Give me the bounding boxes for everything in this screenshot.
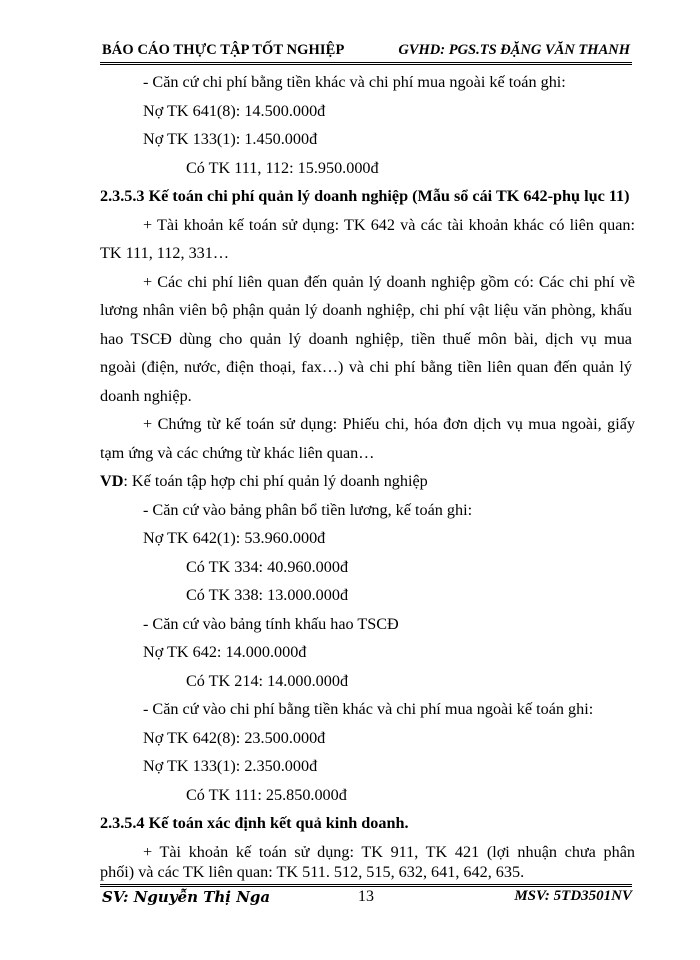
text-line: ngoài (điện, nước, điện thoại, fax…) và chi phí bằng tiền liên quan đến quản lý [100, 358, 632, 376]
text-line: Có TK 214: 14.000.000đ [186, 672, 349, 690]
student-id: MSV: 5TD3501NV [514, 888, 632, 904]
text-line: Nợ TK 642: 14.000.000đ [143, 643, 307, 661]
report-title: BÁO CÁO THỰC TẬP TỐT NGHIỆP [102, 42, 345, 58]
text-line: Có TK 111, 112: 15.950.000đ [186, 159, 379, 177]
text-line: Có TK 334: 40.960.000đ [186, 558, 349, 576]
student-name: SV: Nguyễn Thị Nga [102, 888, 271, 906]
text-line: + Tài khoản kế toán sử dụng: TK 642 và các tài khoản khác có liên quan: [143, 216, 635, 234]
text-line: Có TK 338: 13.000.000đ [186, 586, 349, 604]
section-heading: 2.3.5.4 Kế toán xác định kết quả kinh doanh. [100, 814, 409, 832]
text-line: - Căn cứ chi phí bằng tiền khác và chi phí mua ngoài kế toán ghi: [143, 73, 566, 91]
text-line: - Căn cứ vào bảng phân bổ tiền lương, kế toán ghi: [143, 501, 473, 519]
example-label: VD [100, 472, 124, 490]
text-line: Nợ TK 133(1): 1.450.000đ [143, 130, 318, 148]
text-line: Có TK 111: 25.850.000đ [186, 786, 347, 804]
page-header [100, 40, 632, 62]
text-line: Nợ TK 641(8): 14.500.000đ [143, 102, 326, 120]
page-number: 13 [358, 888, 374, 905]
example-text: : Kế toán tập hợp chi phí quản lý doanh nghiệp [123, 472, 428, 490]
example-line [100, 471, 428, 491]
text-line: Nợ TK 642(8): 23.500.000đ [143, 729, 326, 747]
text-line: + Chứng từ kế toán sử dụng: Phiếu chi, hóa đơn dịch vụ mua ngoài, giấy [143, 415, 635, 433]
section-heading: 2.3.5.3 Kế toán chi phí quản lý doanh nghiệp (Mẫu sổ cái TK 642-phụ lục 11) [100, 187, 630, 205]
text-line: Nợ TK 642(1): 53.960.000đ [143, 529, 326, 547]
text-line: lương nhân viên bộ phận quản lý doanh nghiệp, chi phí vật liệu văn phòng, khấu [100, 301, 632, 319]
text-line: TK 111, 112, 331… [100, 244, 230, 262]
text-line: + Các chi phí liên quan đến quản lý doanh nghiệp gồm có: Các chi phí về [143, 273, 635, 291]
text-line: doanh nghiệp. [100, 387, 192, 405]
footer-rule [100, 884, 632, 887]
text-line: phối) và các TK liên quan: TK 511. 512, 515, 632, 641, 642, 635. [100, 863, 525, 881]
text-line: tạm ứng và các chứng từ khác liên quan… [100, 444, 375, 462]
text-line: - Căn cứ vào bảng tính khấu hao TSCĐ [143, 615, 399, 633]
text-line: Nợ TK 133(1): 2.350.000đ [143, 757, 318, 775]
text-line: hao TSCĐ dùng cho quản lý doanh nghiệp, tiền thuế môn bài, dịch vụ mua [100, 330, 632, 348]
text-line: + Tài khoản kế toán sử dụng: TK 911, TK 421 (lợi nhuận chưa phân [143, 843, 635, 861]
header-rule [100, 62, 632, 65]
supervisor: GVHD: PGS.TS ĐẶNG VĂN THANH [398, 42, 630, 58]
text-line: - Căn cứ vào chi phí bằng tiền khác và chi phí mua ngoài kế toán ghi: [143, 700, 594, 718]
